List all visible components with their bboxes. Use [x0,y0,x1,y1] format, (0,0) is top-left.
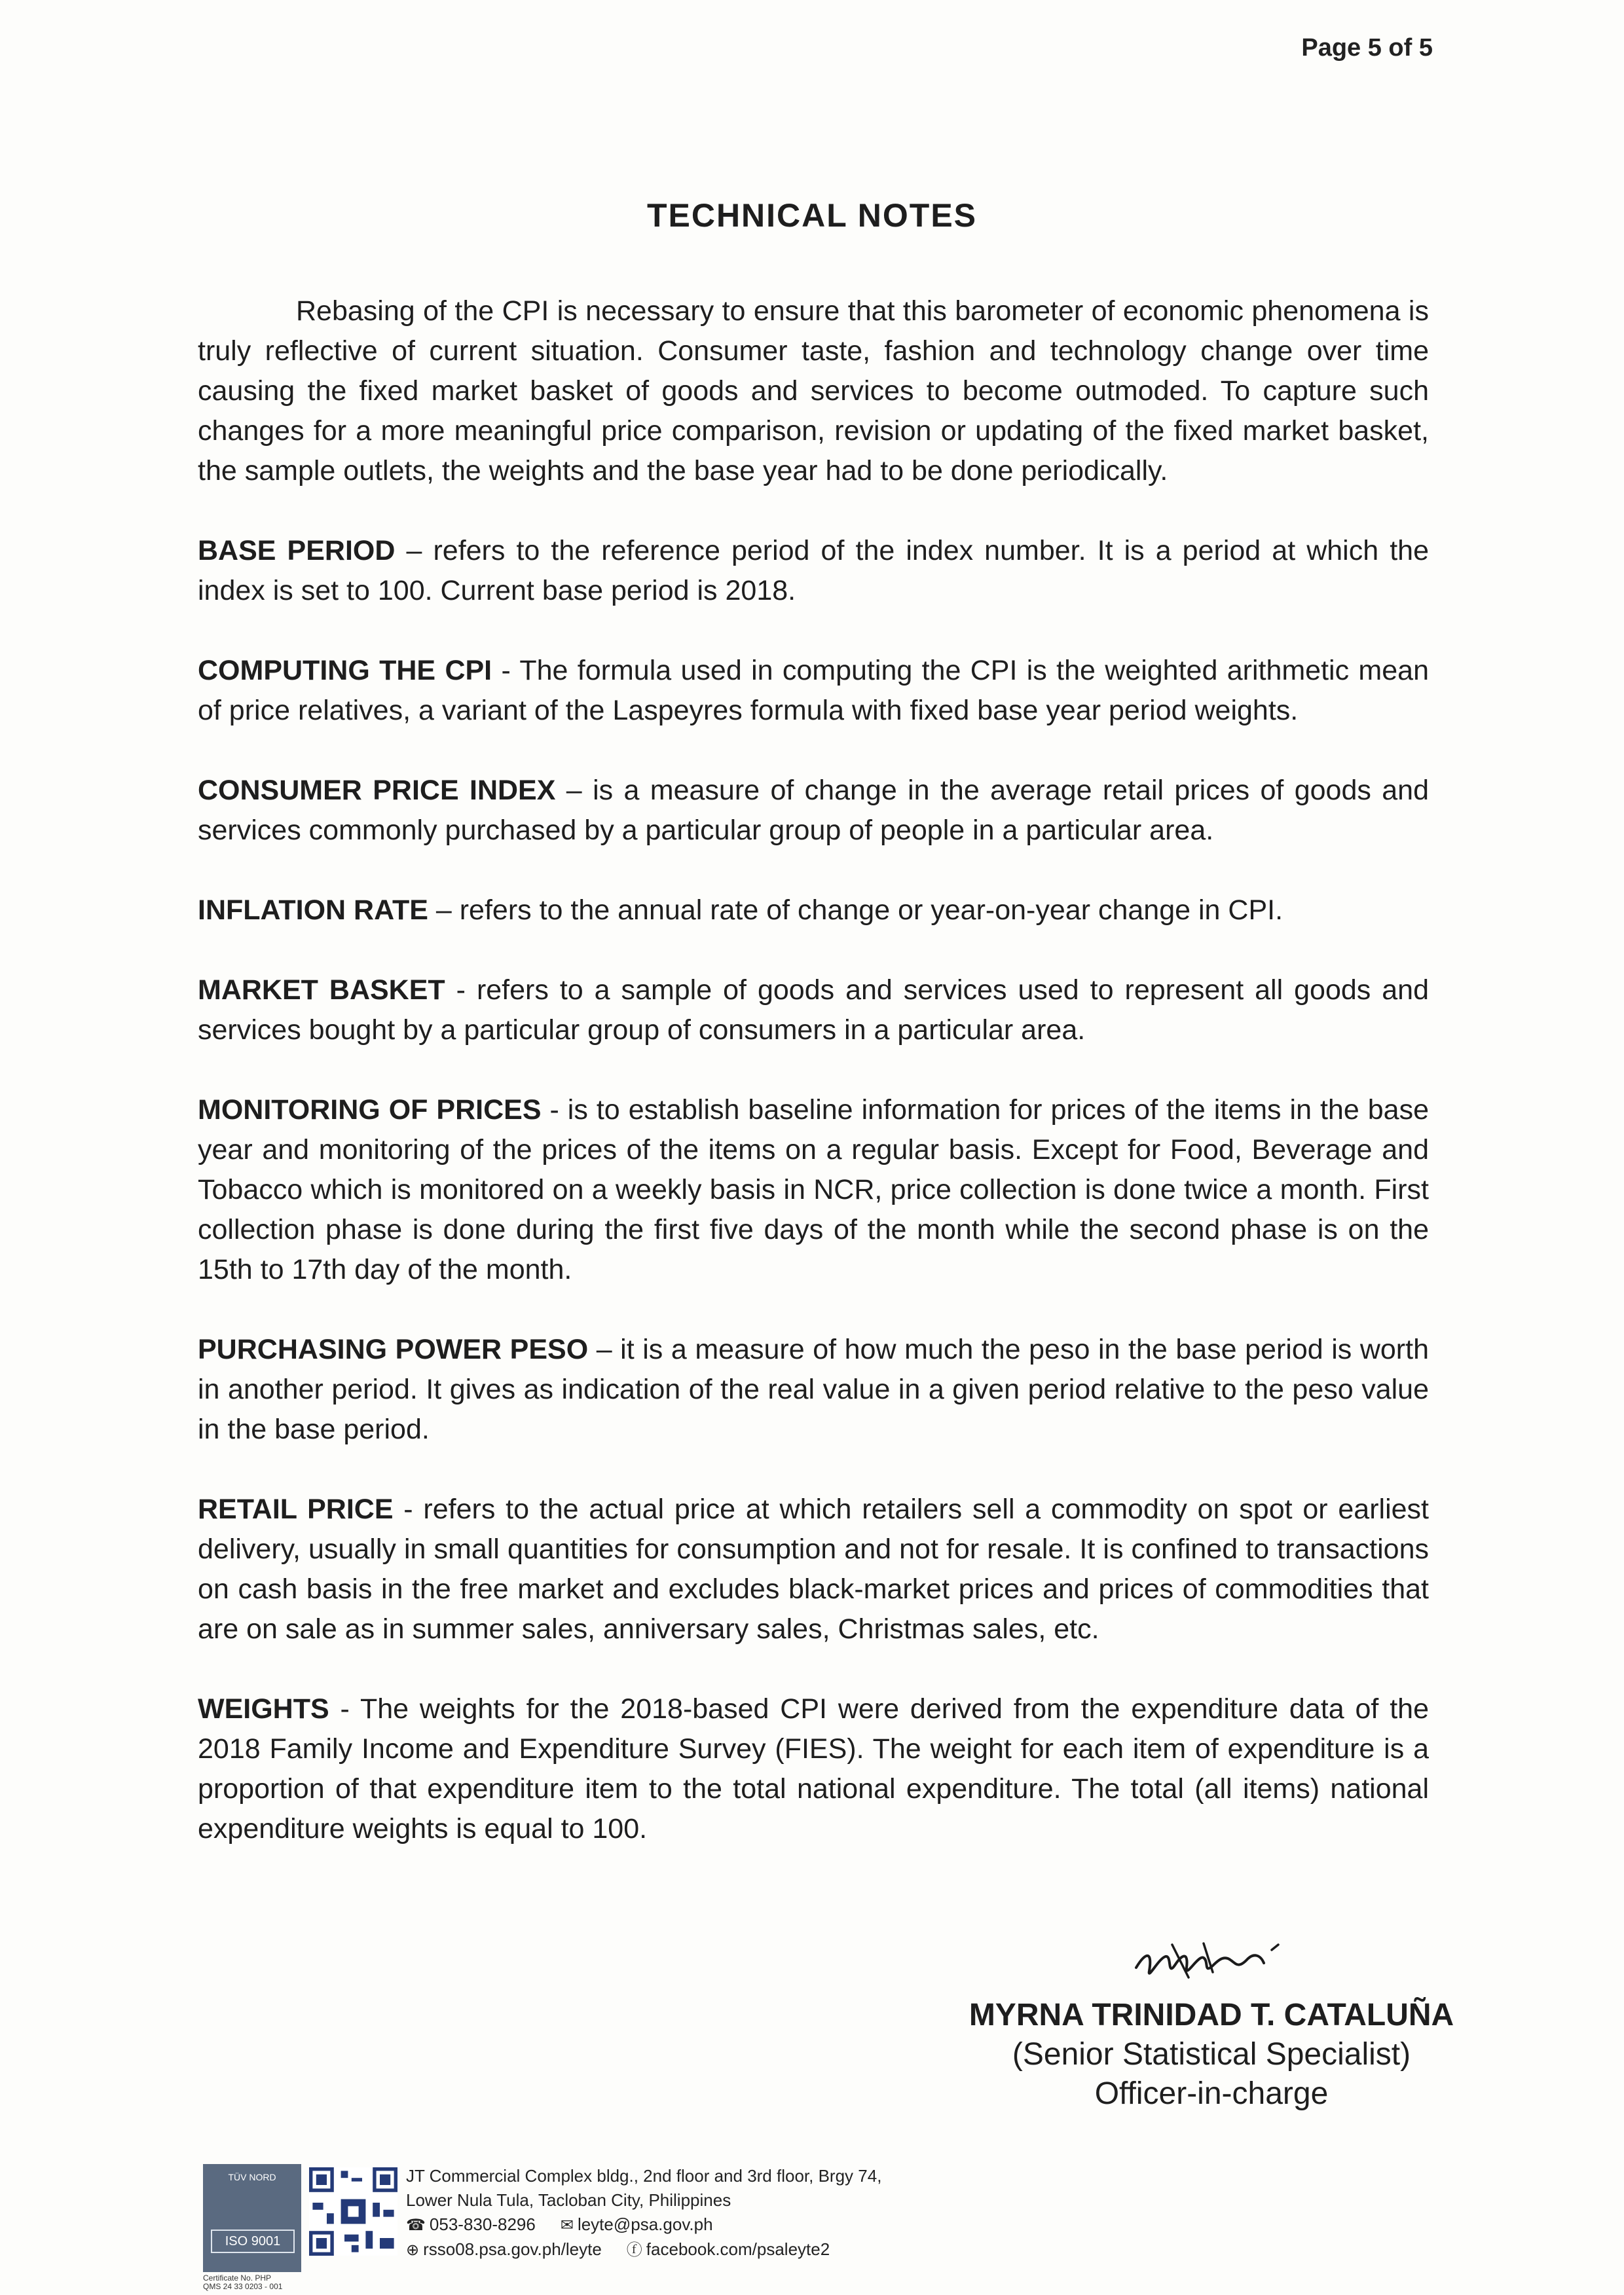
definition-purchasing-power-peso [198,1330,1429,1450]
certificate-number [203,2274,282,2291]
definition-monitoring-of-prices [198,1090,1429,1290]
definition-term: INFLATION RATE [198,894,428,926]
page-title: TECHNICAL NOTES [646,197,978,234]
definition-market-basket [198,970,1429,1050]
definition-text: - The weights for the 2018-based CPI were derived from the expenditure data of the 2018 Family Income and Expenditure Survey (FIES). The weight for each item of expenditure is a proportion of that expenditure item to the total national expenditure. The total (all items) national expenditure weights is equal to 100. [198,1693,1429,1845]
facebook-icon: ⓕ [626,2241,642,2259]
definition-text: - refers to a sample of goods and services used to represent all goods and services bought by a particular group of consumers in a particular area. [198,974,1429,1046]
address-line: Lower Nula Tula, Tacloban City, Philippines [406,2190,731,2210]
footer [203,2164,1054,2291]
definition-inflation-rate [198,890,1429,930]
document-body [198,291,1429,1889]
definition-text: – is a measure of change in the average retail prices of goods and services commonly purchased by a particular group of people in a particular area. [198,775,1429,846]
handwritten-signature [1126,1932,1297,1991]
definition-term: MARKET BASKET [198,974,445,1006]
signatory-role: Officer-in-charge [1094,2076,1329,2111]
definition-term: CONSUMER PRICE INDEX [198,775,556,806]
definition-term: BASE PERIOD [198,535,396,566]
phone-number: 053-830-8296 [429,2214,536,2234]
web-social-row [406,2237,881,2262]
globe-icon: ⊕ [406,2241,420,2259]
signatory-position: (Senior Statistical Specialist) [1012,2037,1411,2072]
definition-term: RETAIL PRICE [198,1494,394,1525]
definition-consumer-price-index [198,771,1429,851]
definition-retail-price [198,1490,1429,1649]
iso-label: ISO 9001 [211,2230,295,2253]
definition-term: PURCHASING POWER PESO [198,1334,589,1365]
definition-term: COMPUTING THE CPI [198,655,492,686]
certifier-logo-text: TÜV NORD [228,2172,276,2182]
definition-base-period [198,531,1429,611]
email-icon: ✉ [560,2216,574,2234]
email-link[interactable]: leyte@psa.gov.ph [577,2214,713,2234]
definition-term: MONITORING OF PRICES [198,1094,542,1126]
facebook-link[interactable]: facebook.com/psaleyte2 [646,2239,830,2259]
qr-code-icon [309,2167,397,2256]
definition-computing-cpi [198,651,1429,731]
phone-email-row [406,2212,881,2237]
intro-paragraph: Rebasing of the CPI is necessary to ensure that this barometer of economic phenomena is truly reflective of current situation. Consumer taste, fashion and technology change over time causing the fixed market basket of goods and services to become outmoded. To capture such changes for a more meaningful price comparison, revision or updating of the fixed market basket, the sample outlets, the weights and the base year had to be done periodically. [198,295,1429,487]
definition-text: – refers to the reference period of the index number. It is a period at which the index is set to 100. Current base period is 2018. [198,535,1429,606]
definition-text: – refers to the annual rate of change or year-on-year change in CPI. [428,894,1283,926]
phone-icon: ☎ [406,2216,426,2234]
signature-block [943,1932,1480,2114]
definition-text: – it is a measure of how much the peso in the base period is worth in another period. It gives as indication of the real value in a given period relative to the peso value in the base period. [198,1334,1429,1445]
address-line: JT Commercial Complex bldg., 2nd floor and 3rd floor, Brgy 74, [406,2166,882,2186]
signatory-name: MYRNA TRINIDAD T. CATALUÑA [969,1998,1454,2032]
page-number: Page 5 of 5 [1301,34,1433,62]
website-link[interactable]: rsso08.psa.gov.ph/leyte [423,2239,602,2259]
definition-term: WEIGHTS [198,1693,329,1725]
definition-text: - The formula used in computing the CPI is the weighted arithmetic mean of price relatives, a variant of the Laspeyres formula with fixed base year period weights. [198,655,1429,726]
definition-text: - refers to the actual price at which retailers sell a commodity on spot or earliest delivery, usually in small quantities for consumption and not for resale. It is confined to transactions on cash basis in the free market and excludes black-market prices and prices of commodities that are on sale as in summer sales, anniversary sales, Christmas sales, etc. [198,1494,1429,1645]
certificate-line: Certificate No. PHP [203,2273,272,2283]
contact-info [406,2164,881,2262]
definition-text: - is to establish baseline information for prices of the items in the base year and monitoring of the prices of the items on a regular basis. Except for Food, Beverage and Tobacco which is monitored on a weekly basis in NCR, price collection is done twice a month. First collection phase is done during the first five days of the month while the second phase is on the 15th to 17th day of the month. [198,1094,1429,1285]
iso-certification-badge [203,2164,301,2272]
definition-weights [198,1689,1429,1849]
certificate-line: QMS 24 33 0203 - 001 [203,2282,283,2291]
